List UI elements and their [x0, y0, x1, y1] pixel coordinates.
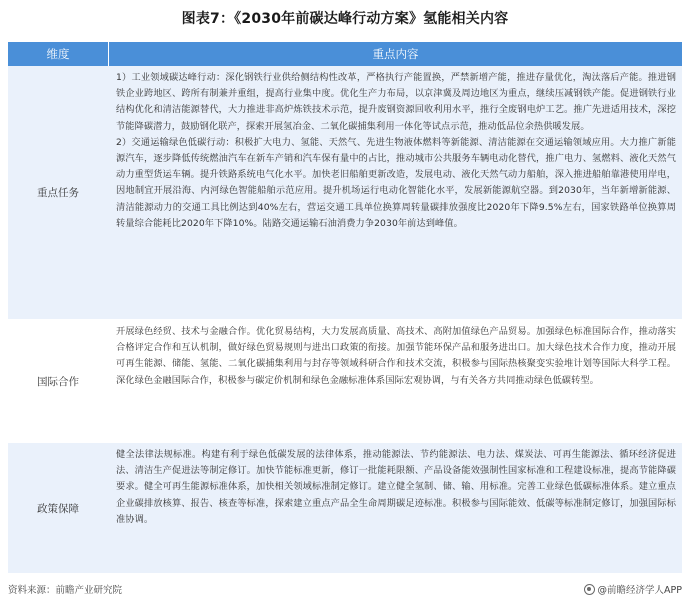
header-dimension: 维度 [8, 42, 109, 66]
row-dimension: 政策保障 [37, 502, 79, 515]
brand-text: @前瞻经济学人APP [597, 585, 682, 596]
content-table [8, 42, 682, 573]
table-row-policy [8, 442, 682, 573]
content-paragraph: 健全法律法规标准。构建有利于绿色低碳发展的法律体系，推动能源法、节约能源法、电力法、煤炭法、可再生能源法、循环经济促进法、清洁生产促进法等制定修订。加快节能标准更新，修订一批能耗限额、产品设备能效强制性国家标准和工程建设标准，提高节能降碳要求。健全可再生能源标准体系，加快相关领域标准制定修订。建立健全氢制、储、输、用标准。完善工业绿色低碳标准体系。建立重点企业碳排放核算、报告、核查等标准，探索建立重点产品全生命周期碳足迹标准。积极参与国际能效、低碳等标准制定修订，加强国际标准协调。 [116, 449, 676, 525]
table-header [8, 42, 682, 66]
row-dimension: 重点任务 [37, 187, 79, 199]
row-content [108, 320, 682, 442]
figure-title: 图表7：《2030年前碳达峰行动方案》氢能相关内容 [181, 11, 509, 27]
source-note: 资料来源：前瞻产业研究院 [8, 585, 123, 596]
content-paragraph: 2）交通运输绿色低碳行动：积极扩大电力、氢能、天然气、先进生物液体燃料等新能源、清洁能源在交通运输领域应用。大力推广新能源汽车，逐步降低传统燃油汽车在新车产销和汽车保有量中的占比，推动城市公共服务车辆电动化替代，推广电力、氢燃料、液化天然气动力重型货运车辆。提升铁路系统电气化水平。加快老旧船舶更新改造，发展电动、液化天然气动力船舶，深入推进船舶靠港使用岸电，因地制宜开展沿海、内河绿色智能船舶示范应用。提升机场运行电动化智能化水平，发展新能源航空器。到2030年，当年新增新能源、清洁能源动力的交通工具比例达到40%左右，营运交通工具单位换算周转量碳排放强度比2020年下降9.5%左右，国家铁路单位换算周转量综合能耗比2020年下降10%。陆路交通运输石油消费力争2030年前达到峰值。 [116, 136, 676, 229]
row-dimension: 国际合作 [37, 375, 79, 388]
row-content [108, 66, 682, 319]
brand-credit [584, 582, 682, 596]
table-row-international [8, 319, 682, 442]
content-paragraph: 1）工业领域碳达峰行动：深化钢铁行业供给侧结构性改革，严格执行产能置换，严禁新增产能，推进存量优化，淘汰落后产能。推进钢铁企业跨地区、跨所有制兼并重组，提高行业集中度。优化生产力布局，以京津冀及周边地区为重点，继续压减钢铁产能。促进钢铁行业结构优化和清洁能源替代，大力推进非高炉炼铁技术示范，提升废钢资源回收利用水平，推行全废钢电炉工艺。推广先进适用技术，深挖节能降碳潜力，鼓励钢化联产，探索开展氢冶金、二氧化碳捕集利用一体化等试点示范，推动低品位余热供暖发展。 [116, 72, 676, 132]
header-content: 重点内容 [372, 47, 419, 61]
row-content [108, 443, 682, 573]
table-row-tasks [8, 66, 682, 319]
qianzhan-logo-icon [584, 584, 595, 595]
content-paragraph: 开展绿色经贸、技术与金融合作。优化贸易结构，大力发展高质量、高技术、高附加值绿色产品贸易。加强绿色标准国际合作，推动落实合格评定合作和互认机制，做好绿色贸易规则与进出口政策的衔接。加强节能环保产品和服务进出口。加大绿色技术合作力度，推动开展可再生能源、储能、氢能、二氧化碳捕集利用与封存等领域科研合作和技术交流，积极参与国际热核聚变实验堆计划等国际大科学工程。深化绿色金融国际合作，积极参与碳定价机制和绿色金融标准体系国际宏观协调，与有关各方共同推动绿色低碳转型。 [116, 326, 676, 386]
